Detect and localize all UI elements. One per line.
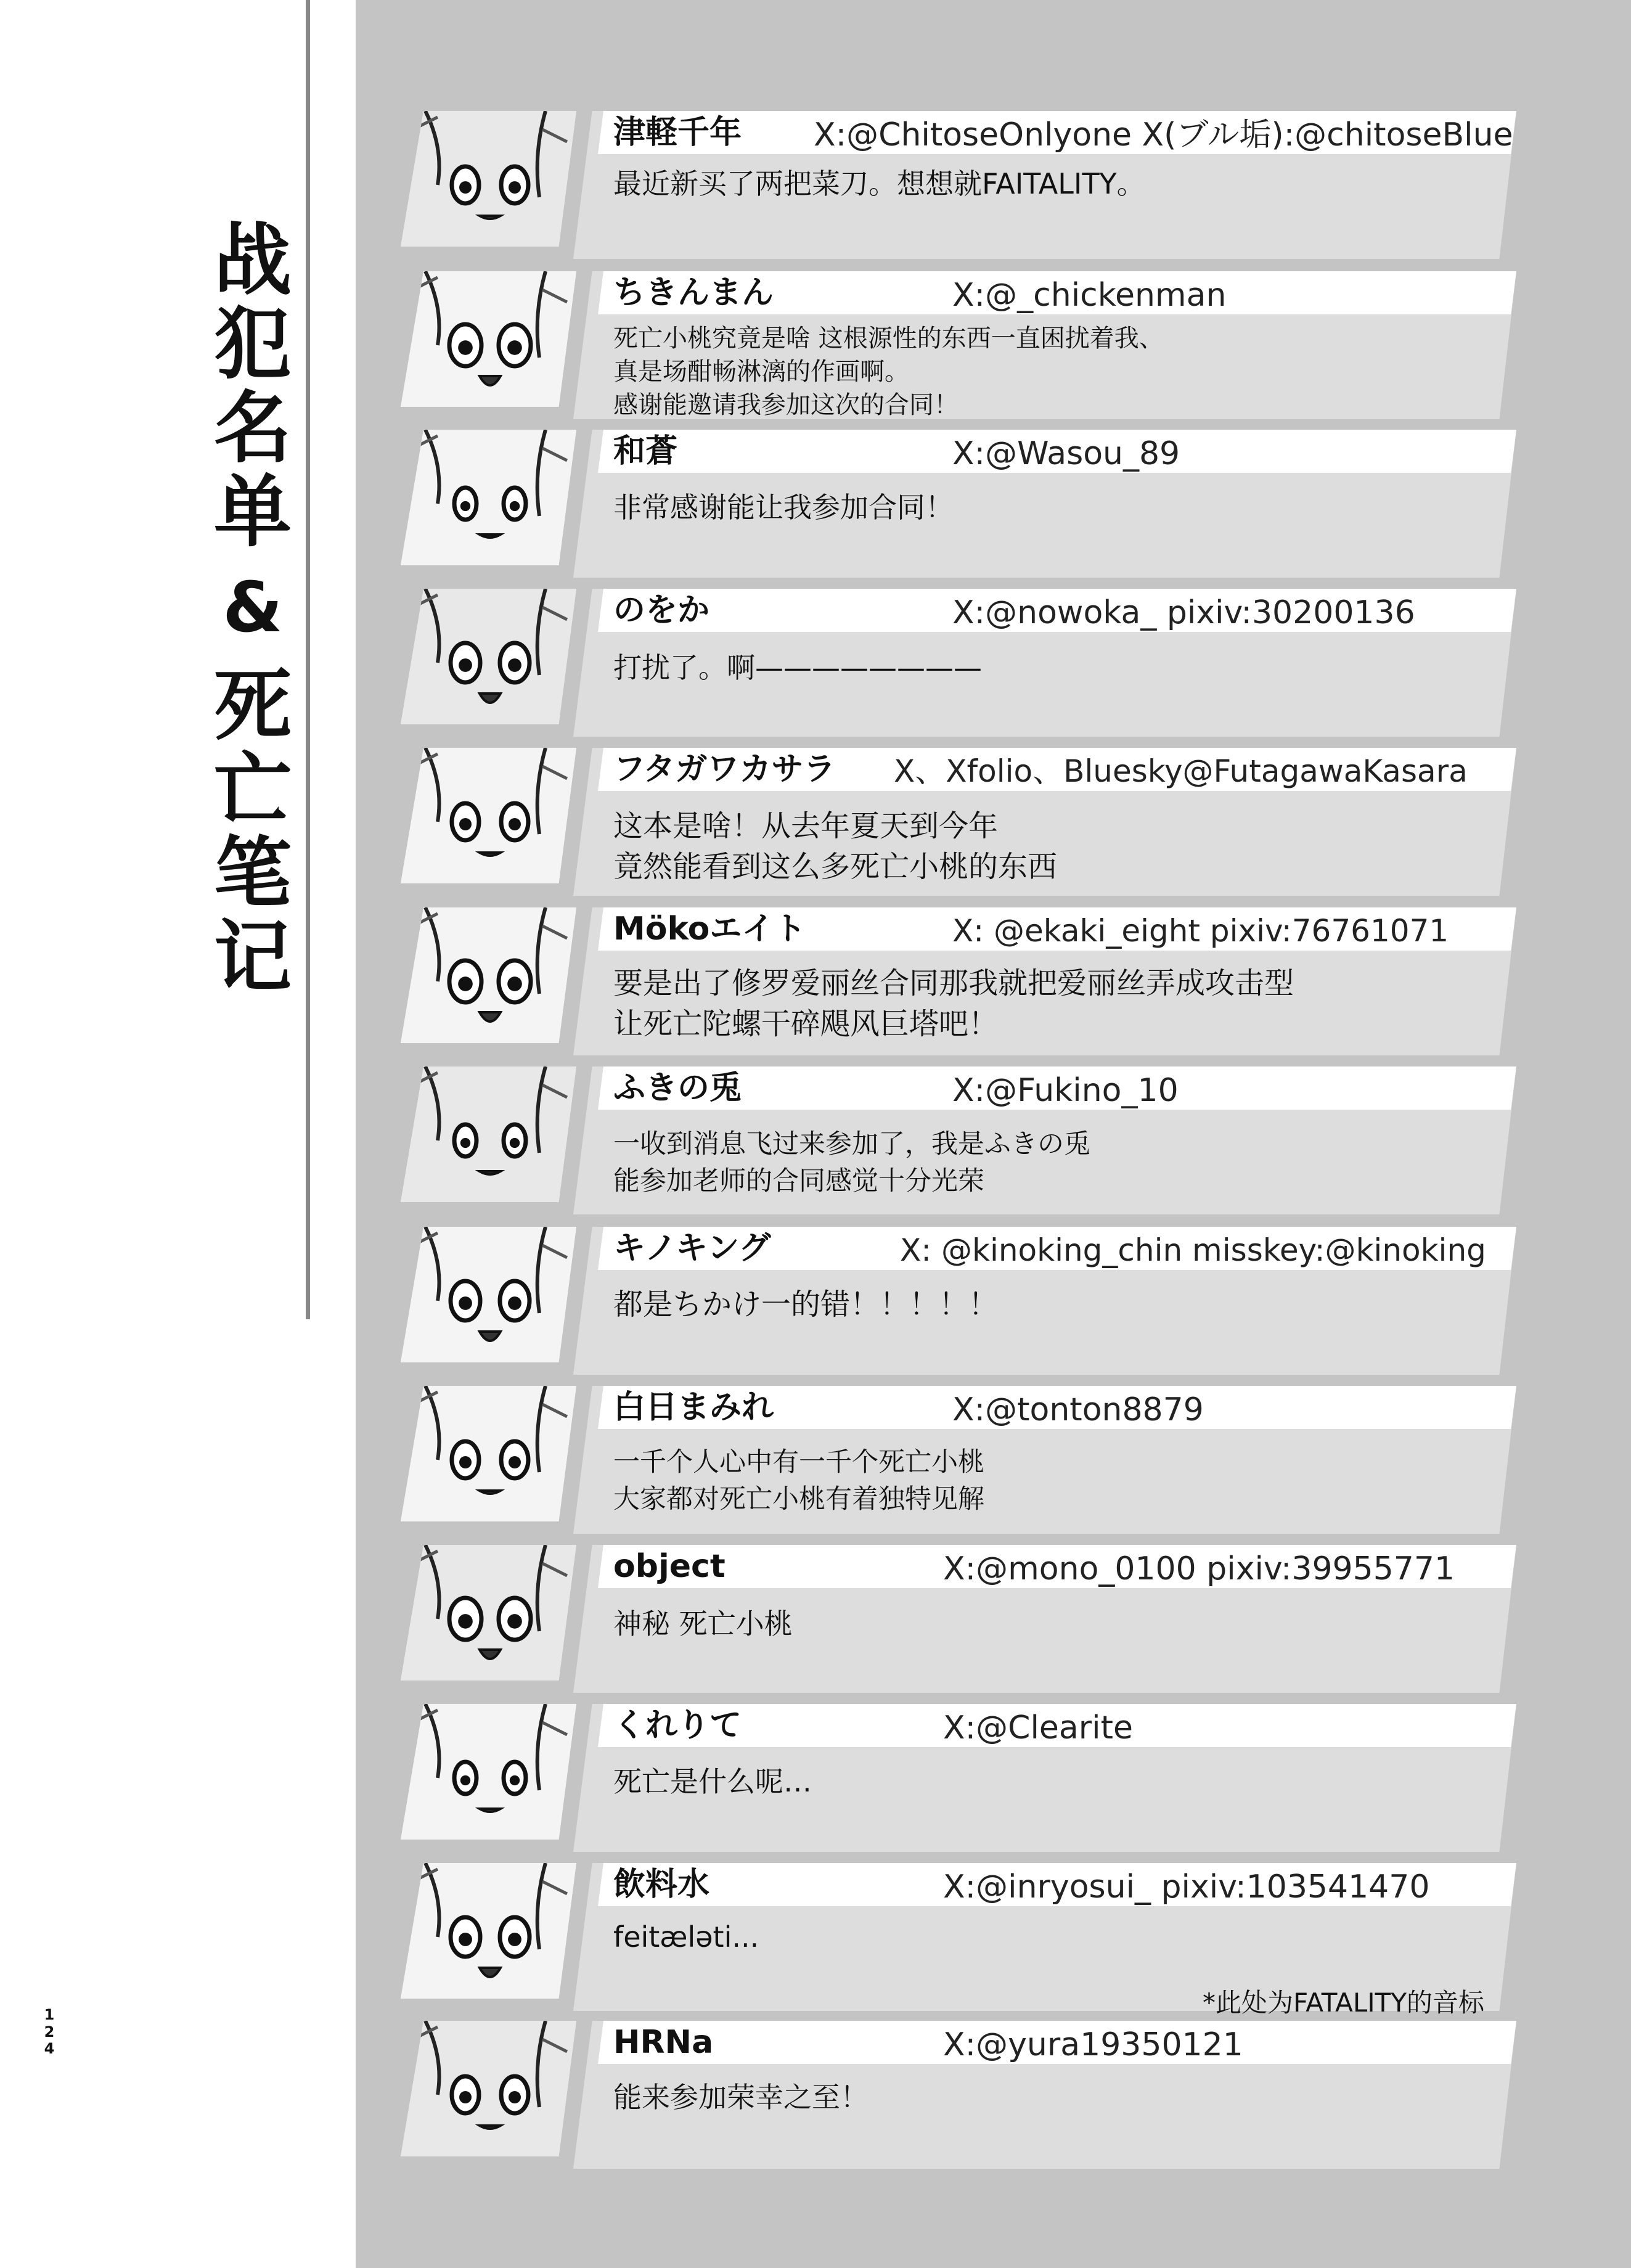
contributor-name: くれりて: [613, 1707, 742, 1744]
title-char: 记: [214, 912, 292, 1002]
footnote: *此处为FATALITY的音标: [1203, 1988, 1484, 2018]
message-line: 神秘 死亡小桃: [613, 1607, 793, 1640]
message-line: 都是ちかけ一的错！！！！！: [613, 1287, 999, 1322]
contributor-handle: X:@Wasou_89: [952, 435, 1180, 472]
chitose-avatar: [401, 111, 576, 247]
title-char: 笔: [214, 828, 292, 919]
title-char: 单: [214, 467, 292, 557]
contributor-message: [613, 1444, 984, 1518]
inryosui-avatar: [401, 1863, 576, 1999]
moko-avatar: [401, 907, 576, 1043]
contributor-handle: X:@ChitoseOnlyone X(ブル垢):@chitoseBlue: [814, 117, 1513, 154]
contributor-message: [613, 2079, 869, 2116]
contributor-name: 津軽千年: [613, 114, 742, 151]
contributor-entry: [401, 1227, 1516, 1375]
hakujitsu-avatar: [401, 1386, 576, 1521]
contributor-message: [613, 1286, 998, 1323]
contributor-name: HRNa: [613, 2024, 714, 2061]
contributor-handle: X:@Fukino_10: [952, 1072, 1179, 1109]
contributor-message: [613, 165, 1145, 202]
contributor-name: ふきの兎: [613, 1070, 742, 1107]
contributor-message: [613, 322, 1164, 422]
contributor-entry: [401, 111, 1516, 259]
message-line: 最近新买了两把菜刀。想想就FAITALITY。: [613, 167, 1145, 200]
page-number: [42, 2007, 57, 2058]
contributor-handle: X: @kinoking_chin misskey:@kinoking: [900, 1232, 1486, 1268]
title-char: 犯: [214, 299, 292, 390]
page-title-vertical: [206, 215, 299, 1002]
contributor-message: [613, 1763, 812, 1800]
clearite-avatar: [401, 1704, 576, 1840]
contributor-message: [613, 963, 1294, 1044]
object-avatar: [401, 1545, 576, 1681]
message-line: 感谢能邀请我参加这次的合同！: [613, 391, 959, 419]
contributor-name: 白日まみれ: [613, 1389, 774, 1426]
message-line: 一千个人心中有一千个死亡小桃: [613, 1447, 984, 1478]
contributor-handle: X、Xfolio、Bluesky@FutagawaKasara: [894, 753, 1468, 789]
kinoking-avatar: [401, 1227, 576, 1362]
divider-line: [306, 0, 310, 1319]
contributor-entry: [401, 1545, 1516, 1693]
contributor-handle: X:@_chickenman: [952, 277, 1227, 314]
contributor-entry: [401, 1066, 1516, 1214]
contributor-handle: X: @ekaki_eight pixiv:76761071: [952, 913, 1449, 949]
contributor-message: [613, 1126, 1090, 1200]
contributor-entry: [401, 748, 1516, 896]
contributor-entry: [401, 1704, 1516, 1852]
nowoka-avatar: [401, 589, 576, 724]
contributor-handle: X:@tonton8879: [952, 1391, 1204, 1428]
futagawa-avatar: [401, 748, 576, 883]
page-number-digit: 1: [44, 2006, 55, 2023]
wasou-avatar: [401, 430, 576, 565]
contributor-entry: [401, 271, 1516, 419]
contributor-handle: X:@nowoka_ pixiv:30200136: [952, 594, 1415, 631]
page-number-digit: 2: [44, 2023, 55, 2041]
message-line: 让死亡陀螺干碎飓风巨塔吧！: [613, 1007, 999, 1041]
message-line: 这本是啥！从去年夏天到今年: [613, 809, 999, 843]
contributor-entry: [401, 907, 1516, 1055]
chickenman-avatar: [401, 271, 576, 407]
page-number-digit: 4: [44, 2040, 55, 2058]
contributor-handle: X:@yura19350121: [943, 2026, 1243, 2063]
hrna-avatar: [401, 2021, 576, 2156]
contributor-message: [613, 1918, 759, 1955]
contributor-handle: X:@mono_0100 pixiv:39955771: [943, 1550, 1455, 1587]
contributor-message: [613, 806, 1057, 887]
contributor-handle: X:@inryosui_ pixiv:103541470: [943, 1869, 1430, 1906]
title-char: &: [223, 568, 283, 648]
contributor-message: [613, 1605, 793, 1642]
message-line: 能参加老师的合同感觉十分光荣: [613, 1166, 984, 1197]
contributor-name: のをか: [613, 592, 710, 629]
contributor-handle: X:@Clearite: [943, 1709, 1133, 1746]
contributor-entry: [401, 1386, 1516, 1534]
message-line: 真是场酣畅淋漓的作画啊。: [613, 358, 909, 386]
contributor-entry: [401, 589, 1516, 737]
contributor-entry: [401, 430, 1516, 578]
message-line: 死亡是什么呢…: [613, 1765, 812, 1798]
contributor-name: ちきんまん: [613, 274, 774, 311]
contributor-message: [613, 489, 954, 526]
contributor-entry: [401, 2021, 1516, 2169]
message-line: 大家都对死亡小桃有着独特见解: [613, 1484, 984, 1515]
contributor-name: キノキング: [613, 1230, 771, 1267]
contributor-name: 和蒼: [613, 433, 678, 470]
fukino-avatar: [401, 1066, 576, 1202]
contributor-name: 飲料水: [613, 1866, 710, 1903]
title-char: 死: [214, 660, 292, 751]
message-line: 一收到消息飞过来参加了，我是ふきの兎: [613, 1129, 1090, 1160]
message-line: 打扰了。啊————————: [613, 651, 982, 684]
message-line: 要是出了修罗爱丽丝合同那我就把爱丽丝弄成攻击型: [613, 966, 1294, 1001]
title-char: 战: [214, 215, 292, 306]
message-line: 竟然能看到这么多死亡小桃的东西: [613, 849, 1058, 884]
contributor-name: Mökoエイト: [613, 911, 806, 948]
title-char: 亡: [214, 744, 292, 835]
message-line: feitæləti...: [613, 1920, 759, 1954]
message-line: 死亡小桃究竟是啥 这根源性的东西一直困扰着我、: [613, 324, 1164, 353]
message-line: 非常感谢能让我参加合同！: [613, 491, 954, 524]
message-line: 能来参加荣幸之至！: [613, 2081, 869, 2114]
contributor-name: フタガワカサラ: [613, 751, 836, 788]
title-char: 名: [214, 383, 292, 473]
contributor-message: [613, 649, 982, 686]
contributor-entry: [401, 1863, 1516, 2018]
contributor-name: object: [613, 1548, 726, 1585]
